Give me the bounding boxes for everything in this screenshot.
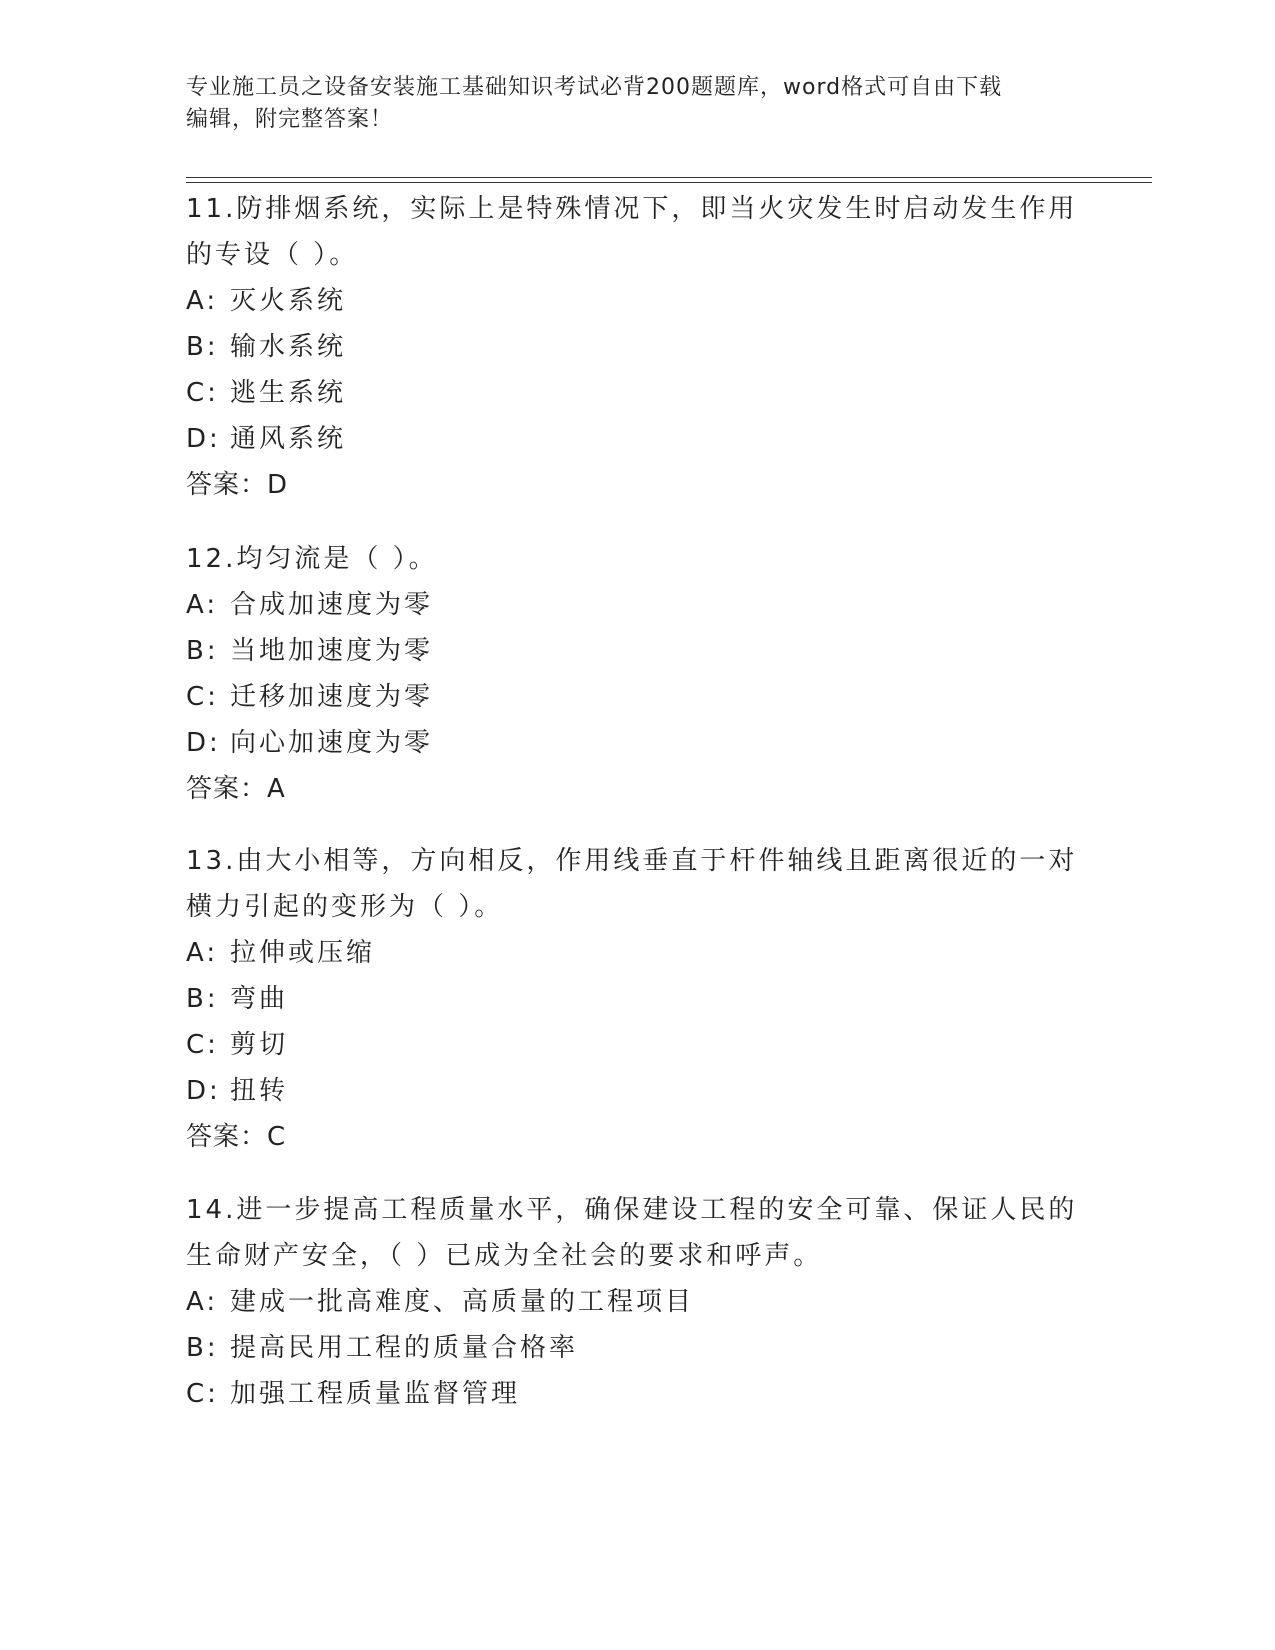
question-stem-line: 横力引起的变形为（ ）。 — [186, 892, 504, 922]
option-text: 向心加速度为零 — [230, 728, 434, 758]
answer: 答案：D — [186, 470, 289, 500]
option-d — [186, 720, 1086, 766]
option-d — [186, 1068, 1086, 1114]
question-stem-line: 14.进一步提高工程质量水平，确保建设工程的安全可靠、保证人民的 — [186, 1195, 1078, 1225]
option-text: 加强工程质量监督管理 — [230, 1379, 521, 1409]
option-text: 扭转 — [230, 1076, 289, 1106]
option-letter: C: — [186, 378, 219, 408]
option-a — [186, 582, 1086, 628]
option-text: 当地加速度为零 — [230, 636, 434, 666]
option-text: 迁移加速度为零 — [230, 682, 434, 712]
option-c — [186, 674, 1086, 720]
option-letter: C: — [186, 682, 219, 712]
option-c — [186, 370, 1086, 416]
option-text: 剪切 — [230, 1030, 289, 1060]
document-header — [186, 72, 1066, 136]
option-letter: B: — [186, 1333, 219, 1363]
answer: 答案：A — [186, 774, 286, 804]
option-text: 建成一批高难度、高质量的工程项目 — [230, 1287, 695, 1317]
option-b — [186, 628, 1086, 674]
option-d — [186, 416, 1086, 462]
question-stem-line: 12.均匀流是（ ）。 — [186, 544, 438, 574]
header-line-1: 专业施工员之设备安装施工基础知识考试必背200题题库，word格式可自由下载 — [186, 75, 1003, 100]
option-text: 合成加速度为零 — [230, 590, 434, 620]
question-stem-line: 11.防排烟系统，实际上是特殊情况下，即当火灾发生时启动发生作用 — [186, 194, 1078, 224]
option-text: 输水系统 — [230, 332, 347, 362]
option-letter: B: — [186, 984, 219, 1014]
option-b — [186, 324, 1086, 370]
option-letter: B: — [186, 636, 219, 666]
question-stem-line: 13.由大小相等，方向相反，作用线垂直于杆件轴线且距离很近的一对 — [186, 846, 1078, 876]
question-13 — [186, 838, 1086, 1160]
option-letter: A: — [186, 1287, 219, 1317]
header-divider — [186, 177, 1152, 183]
option-c — [186, 1371, 1086, 1417]
option-text: 提高民用工程的质量合格率 — [230, 1333, 579, 1363]
option-letter: A: — [186, 590, 219, 620]
option-c — [186, 1022, 1086, 1068]
option-letter: C: — [186, 1030, 219, 1060]
option-b — [186, 1325, 1086, 1371]
option-text: 逃生系统 — [230, 378, 347, 408]
option-letter: B: — [186, 332, 219, 362]
question-stem-line: 的专设（ ）。 — [186, 240, 359, 270]
option-a — [186, 278, 1086, 324]
option-text: 拉伸或压缩 — [230, 938, 376, 968]
option-letter: D: — [186, 424, 221, 454]
option-a — [186, 1279, 1086, 1325]
option-letter: A: — [186, 938, 219, 968]
answer: 答案：C — [186, 1122, 287, 1152]
option-letter: D: — [186, 1076, 221, 1106]
question-12 — [186, 536, 1086, 812]
option-a — [186, 930, 1086, 976]
header-line-2: 编辑，附完整答案！ — [186, 107, 394, 132]
option-b — [186, 976, 1086, 1022]
option-text: 弯曲 — [230, 984, 289, 1014]
option-text: 通风系统 — [230, 424, 347, 454]
question-11 — [186, 186, 1086, 508]
option-letter: C: — [186, 1379, 219, 1409]
question-14 — [186, 1187, 1086, 1417]
option-letter: A: — [186, 286, 219, 316]
question-stem-line: 生命财产安全，（ ）已成为全社会的要求和呼声。 — [186, 1241, 823, 1271]
option-text: 灭火系统 — [230, 286, 347, 316]
option-letter: D: — [186, 728, 221, 758]
